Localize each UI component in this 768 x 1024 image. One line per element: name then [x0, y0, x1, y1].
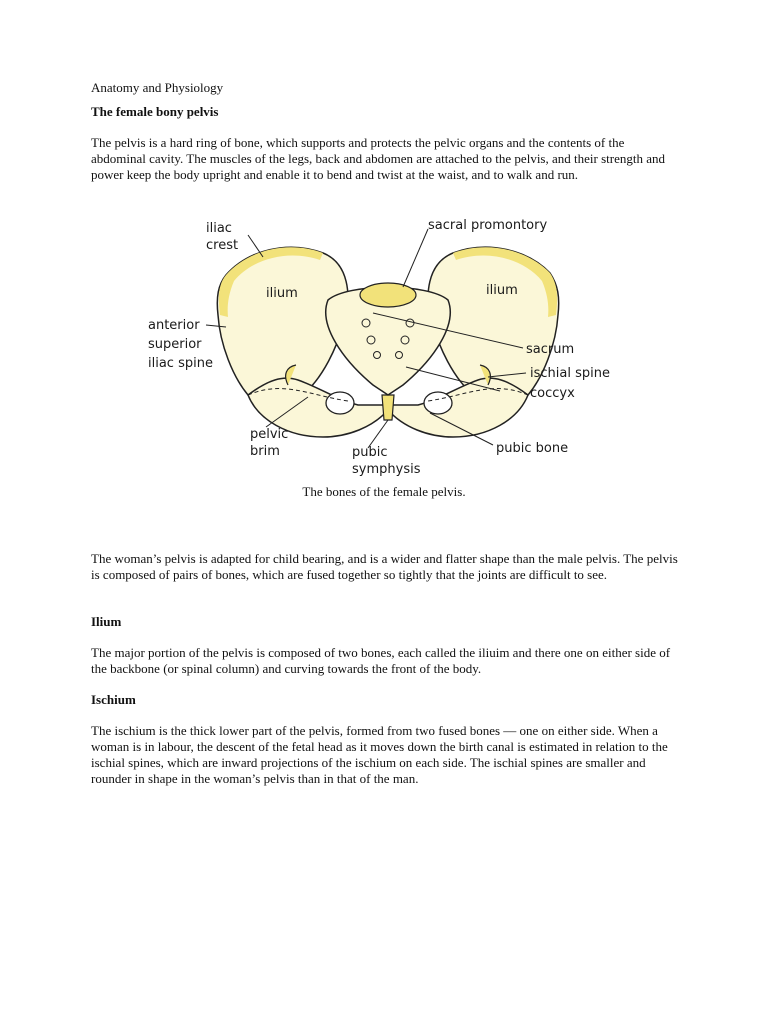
label-asis-3: iliac spine	[148, 356, 213, 371]
label-sacrum: sacrum	[526, 342, 575, 357]
ischium-paragraph: The ischium is the thick lower part of the pelvis, formed from two fused bones — one on either side. When a woman is in labour, the descent of the fetal head as it moves down the birth canal is estimated in relation to the ischial spines, which are inward projections of the ischium on each side. The ischial spines are smaller and rounder in shape in the woman’s pelvis than in that of the man.	[91, 723, 668, 786]
label-pubic-symphysis-1: pubic	[352, 445, 388, 460]
label-asis-2: superior	[148, 337, 202, 352]
label-iliac-crest-2: crest	[206, 238, 239, 253]
pelvis-illustration	[148, 205, 628, 483]
intro-paragraph: The pelvis is a hard ring of bone, which supports and protects the pelvic organs and the contents of the abdominal cavity. The muscles of the legs, back and abdomen are attached to the pelvis, and their strength and power keep the body upright and enable it to bend and twist at the waist, and to walk and run.	[91, 135, 665, 182]
label-pubic-bone: pubic bone	[496, 441, 569, 456]
page-title: The female bony pelvis	[91, 104, 219, 119]
label-coccyx: coccyx	[530, 386, 575, 401]
subject-line: Anatomy and Physiology	[91, 80, 224, 95]
ilium-heading: Ilium	[91, 614, 122, 629]
label-ilium-right: ilium	[486, 283, 518, 298]
label-ilium-left: ilium	[266, 286, 298, 301]
ilium-paragraph: The major portion of the pelvis is composed of two bones, each called the iliuim and there one on either side of the backbone (or spinal column) and curving towards the front of the body.	[91, 645, 671, 676]
label-pelvic-brim-2: brim	[250, 444, 280, 459]
label-pubic-symphysis-2: symphysis	[352, 462, 421, 477]
label-ischial-spine: ischial spine	[530, 366, 610, 381]
ischium-heading: Ischium	[91, 692, 136, 707]
adaptation-paragraph: The woman’s pelvis is adapted for child bearing, and is a wider and flatter shape than the male pelvis. The pelvis is composed of pairs of bones, which are fused together so tightly that the joints are difficult to see.	[91, 551, 678, 582]
label-sacral-promontory: sacral promontory	[428, 218, 548, 233]
label-asis-1: anterior	[148, 318, 200, 333]
figure-caption: The bones of the female pelvis.	[302, 484, 466, 499]
label-pelvic-brim-1: pelvic	[250, 427, 289, 442]
label-iliac-crest-1: iliac	[206, 221, 232, 236]
pelvis-figure	[148, 205, 628, 483]
